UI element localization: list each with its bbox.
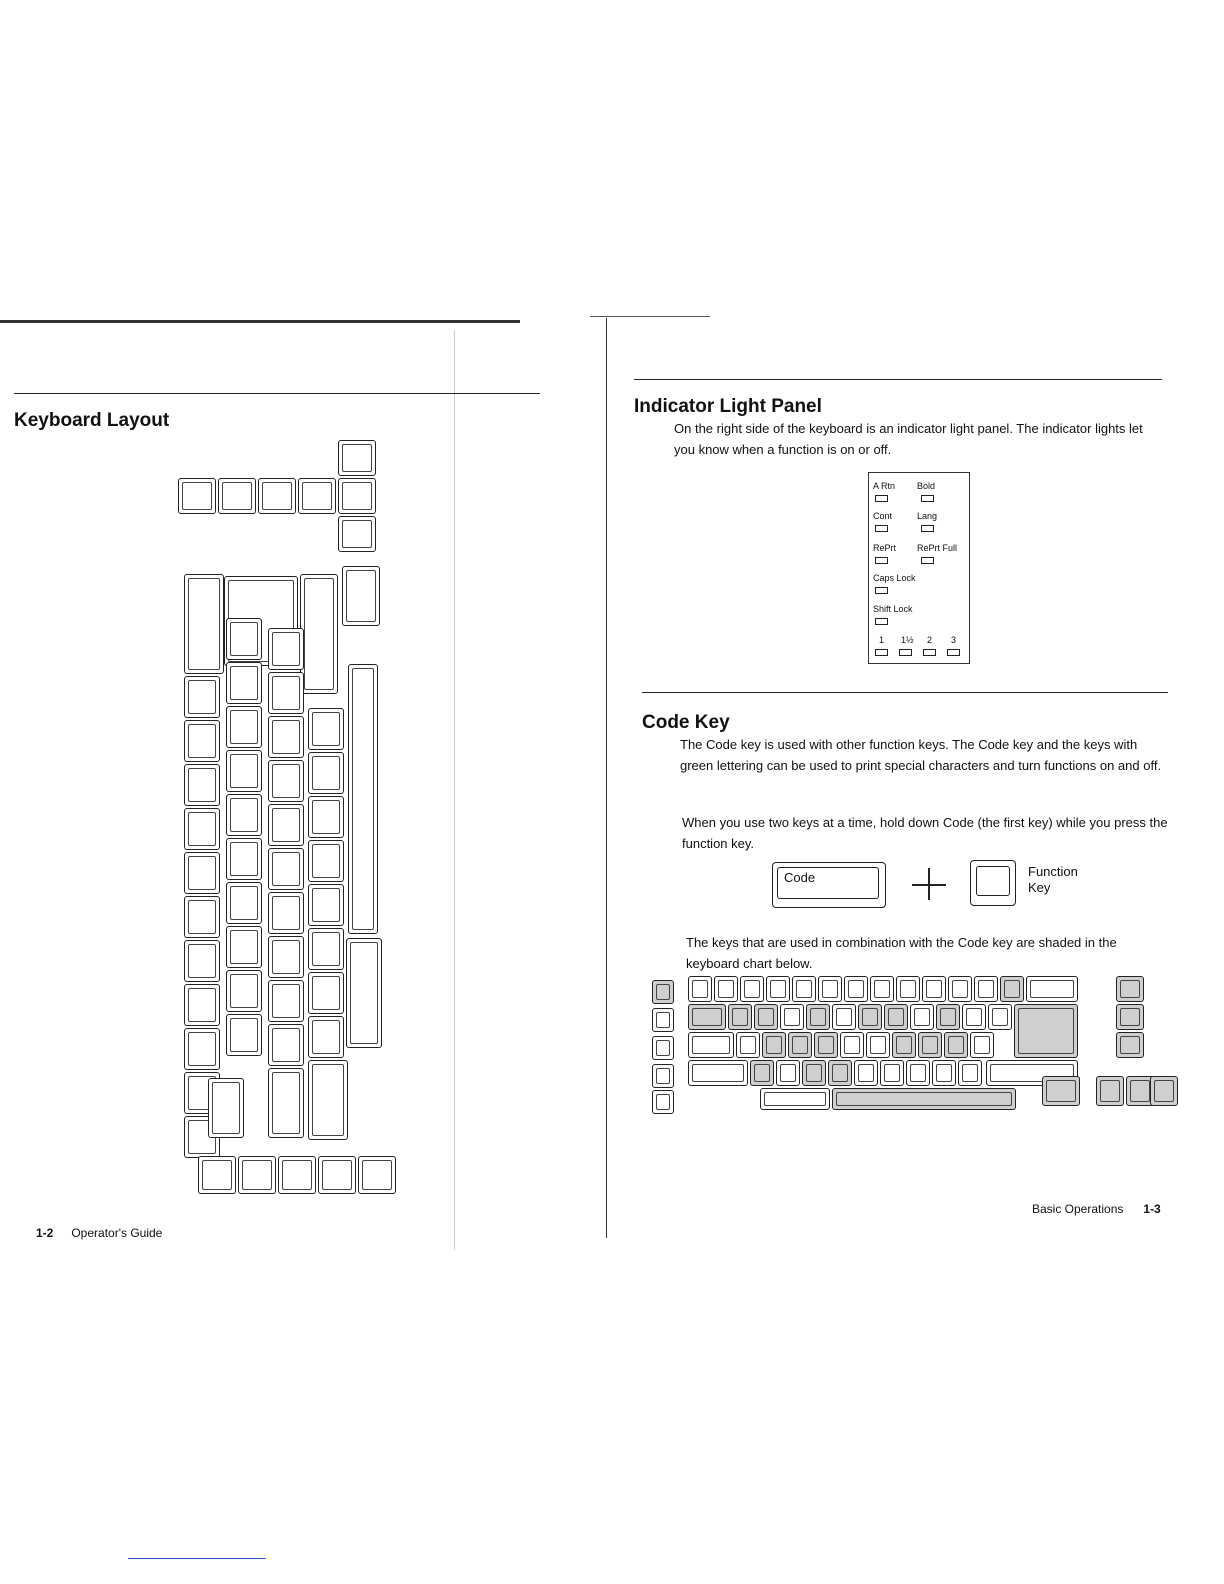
page-gutter-faint [454, 330, 455, 1250]
key-col2-1 [226, 618, 262, 660]
chart-right-2 [1116, 1004, 1144, 1030]
key-col2-2 [226, 662, 262, 704]
chart-right-3 [1116, 1032, 1144, 1058]
chart-right-5 [1096, 1076, 1124, 1106]
key-col4-7 [308, 972, 344, 1014]
chart-row2-9 [936, 1004, 960, 1030]
key-col1-1 [184, 676, 220, 718]
chart-space-bar [832, 1088, 1016, 1110]
chart-row1-3 [740, 976, 764, 1002]
chart-row4-7 [906, 1060, 930, 1086]
key-col2-7 [226, 882, 262, 924]
lamp-spacing-3 [947, 649, 960, 656]
chart-row2-7 [884, 1004, 908, 1030]
key-shift-right [300, 574, 338, 694]
key-page-down [218, 478, 256, 514]
function-key-inner [976, 866, 1010, 896]
function-key-caption-1: Function [1028, 864, 1078, 879]
key-r-mar [278, 1156, 316, 1194]
key-col3-5 [268, 804, 304, 846]
code-key-para-1: The Code key is used with other function keys. The Code key and the keys with green lettering can be used to print special characters and turn functions on and off. [680, 737, 1162, 773]
indicator-light-panel [868, 472, 970, 664]
light-label-reprt-full: RePrt Full [917, 543, 958, 553]
left-footer-title: Operator's Guide [71, 1226, 163, 1240]
chart-row1-13 [1000, 976, 1024, 1002]
key-col3-3 [268, 716, 304, 758]
key-col1-2 [184, 720, 220, 762]
key-col1-7 [184, 940, 220, 982]
key-t-set [318, 1156, 356, 1194]
lamp-shift-lock [875, 618, 888, 625]
key-shift-left [308, 1060, 348, 1140]
key-cursor-right [338, 516, 376, 552]
chart-row1-11 [948, 976, 972, 1002]
code-key-para-3: The keys that are used in combination with the Code key are shaded in the keyboard chart below. [686, 935, 1117, 971]
page-gutter [606, 318, 607, 1238]
key-l-mar [238, 1156, 276, 1194]
code-key-illustration [772, 862, 886, 908]
key-lock [268, 1068, 304, 1138]
chart-row2-return [1014, 1004, 1078, 1058]
chart-row3-8 [918, 1032, 942, 1058]
left-title-rule [14, 393, 540, 394]
chart-row2-10 [962, 1004, 986, 1030]
chart-row3-3 [788, 1032, 812, 1058]
function-key-illustration [970, 860, 1016, 906]
key-col1-4 [184, 808, 220, 850]
chart-row1-10 [922, 976, 946, 1002]
key-tclr [358, 1156, 396, 1194]
lamp-bold [921, 495, 934, 502]
chart-row2-8 [910, 1004, 934, 1030]
key-col3-7 [268, 892, 304, 934]
key-page-up [178, 478, 216, 514]
chart-row1-5 [792, 976, 816, 1002]
keyboard-chart [652, 972, 1182, 1118]
key-col4-2 [308, 752, 344, 794]
chart-row2-1 [728, 1004, 752, 1030]
chart-row3-5 [840, 1032, 864, 1058]
key-col2-6 [226, 838, 262, 880]
chart-row4-3 [802, 1060, 826, 1086]
chart-row3-10 [970, 1032, 994, 1058]
light-label-lang: Lang [917, 511, 938, 521]
lamp-reprt-full [921, 557, 934, 564]
right-footer [1032, 1202, 1179, 1216]
chart-right-1 [1116, 976, 1144, 1002]
keyboard-layout-title: Keyboard Layout [14, 410, 170, 431]
key-col3-8 [268, 936, 304, 978]
chart-row4-6 [880, 1060, 904, 1086]
key-move-line [258, 478, 296, 514]
bottom-blue-rule [128, 1558, 266, 1559]
lamp-reprt [875, 557, 888, 564]
key-mar-rel [198, 1156, 236, 1194]
chart-row4-4 [828, 1060, 852, 1086]
left-footer-page: 1-2 [36, 1226, 54, 1240]
chart-row2-5 [832, 1004, 856, 1030]
light-label-caps-lock: Caps Lock [873, 573, 916, 583]
chart-row3-1 [736, 1032, 760, 1058]
key-cursor-down [338, 478, 376, 514]
chart-row2-2 [754, 1004, 778, 1030]
key-col4-8 [308, 1016, 344, 1058]
chart-row2-3 [780, 1004, 804, 1030]
chart-key-left-4 [652, 1064, 674, 1088]
lamp-spacing-2 [923, 649, 936, 656]
light-label-bold: Bold [917, 481, 936, 491]
key-col3-9 [268, 980, 304, 1022]
chart-row2-tab [688, 1004, 726, 1030]
indicator-title-rule [634, 379, 1162, 380]
chart-row2-4 [806, 1004, 830, 1030]
key-col3-1 [268, 628, 304, 670]
key-col2-10 [226, 1014, 262, 1056]
chart-row4-shift-left [688, 1060, 748, 1086]
light-label-a-rtn: A Rtn [873, 481, 896, 491]
chart-right-7 [1150, 1076, 1178, 1106]
key-col1-9 [184, 1028, 220, 1070]
scan-edge-line-right [590, 316, 710, 317]
light-label-reprt: RePrt [873, 543, 897, 553]
key-col3-6 [268, 848, 304, 890]
key-col2-5 [226, 794, 262, 836]
lamp-caps-lock [875, 587, 888, 594]
chart-row1-1 [688, 976, 712, 1002]
chart-row4-1 [750, 1060, 774, 1086]
lamp-lang [921, 525, 934, 532]
function-key-caption [1028, 864, 1078, 896]
function-key-caption-2: Key [1028, 880, 1051, 895]
left-footer [36, 1226, 162, 1240]
key-col4-5 [308, 884, 344, 926]
chart-row2-11 [988, 1004, 1012, 1030]
chart-key-left-1 [652, 980, 674, 1004]
key-col1-5 [184, 852, 220, 894]
key-col3-4 [268, 760, 304, 802]
lamp-spacing-1 [875, 649, 888, 656]
light-label-3: 3 [951, 635, 957, 645]
scan-edge-line [0, 320, 520, 323]
indicator-title: Indicator Light Panel [634, 396, 822, 417]
key-tab [208, 1078, 244, 1138]
chart-row2-6 [858, 1004, 882, 1030]
lamp-cont [875, 525, 888, 532]
light-label-2: 2 [927, 635, 933, 645]
chart-row3-9 [944, 1032, 968, 1058]
chart-row1-6 [818, 976, 842, 1002]
right-footer-page: 1-3 [1143, 1202, 1161, 1216]
key-col2-4 [226, 750, 262, 792]
key-col4-6 [308, 928, 344, 970]
chart-row3-2 [762, 1032, 786, 1058]
chart-row3-7 [892, 1032, 916, 1058]
indicator-text: On the right side of the keyboard is an indicator light panel. The indicator lights let you know when a function is on or off. [674, 421, 1143, 457]
light-label-1: 1 [879, 635, 885, 645]
code-key-label: Code [777, 867, 879, 899]
chart-row3-lock [688, 1032, 734, 1058]
key-col4-4 [308, 840, 344, 882]
key-col4-3 [308, 796, 344, 838]
chart-row1-7 [844, 976, 868, 1002]
chart-right-4 [1042, 1076, 1080, 1106]
key-col4-1 [308, 708, 344, 750]
chart-row4-2 [776, 1060, 800, 1086]
chart-row1-2 [714, 976, 738, 1002]
code-key-rule [642, 692, 1168, 693]
chart-row1-12 [974, 976, 998, 1002]
key-col2-3 [226, 706, 262, 748]
chart-row1-14 [1026, 976, 1078, 1002]
chart-row4-5 [854, 1060, 878, 1086]
key-backspace [184, 574, 224, 674]
key-col1-8 [184, 984, 220, 1026]
chart-row1-9 [896, 976, 920, 1002]
chart-code-key [760, 1088, 830, 1110]
chart-row3-4 [814, 1032, 838, 1058]
keyboard-layout-diagram [170, 438, 410, 1198]
key-col3-2 [268, 672, 304, 714]
lamp-spacing-1-5 [899, 649, 912, 656]
light-label-cont: Cont [873, 511, 893, 521]
chart-row4-9 [958, 1060, 982, 1086]
code-key-title: Code Key [642, 712, 730, 733]
lamp-a-rtn [875, 495, 888, 502]
chart-key-left-3 [652, 1036, 674, 1060]
chart-row3-6 [866, 1032, 890, 1058]
key-cursor-up [338, 440, 376, 476]
key-code-left [346, 938, 382, 1048]
code-key-para-2: When you use two keys at a time, hold down Code (the first key) while you press the function key. [682, 815, 1168, 851]
right-footer-title: Basic Operations [1032, 1202, 1124, 1216]
chart-row1-8 [870, 976, 894, 1002]
key-col2-9 [226, 970, 262, 1012]
key-cursor-left [298, 478, 336, 514]
key-col1-6 [184, 896, 220, 938]
key-col3-10 [268, 1024, 304, 1066]
chart-key-left-5 [652, 1090, 674, 1114]
key-col1-3 [184, 764, 220, 806]
key-col2-8 [226, 926, 262, 968]
plus-sign-v [928, 868, 930, 900]
chart-row1-4 [766, 976, 790, 1002]
key-oil-word [342, 566, 380, 626]
key-space-bar [348, 664, 378, 934]
light-label-shift-lock: Shift Lock [873, 604, 913, 614]
chart-row4-8 [932, 1060, 956, 1086]
light-label-1-5: 1½ [901, 635, 914, 645]
chart-key-left-2 [652, 1008, 674, 1032]
